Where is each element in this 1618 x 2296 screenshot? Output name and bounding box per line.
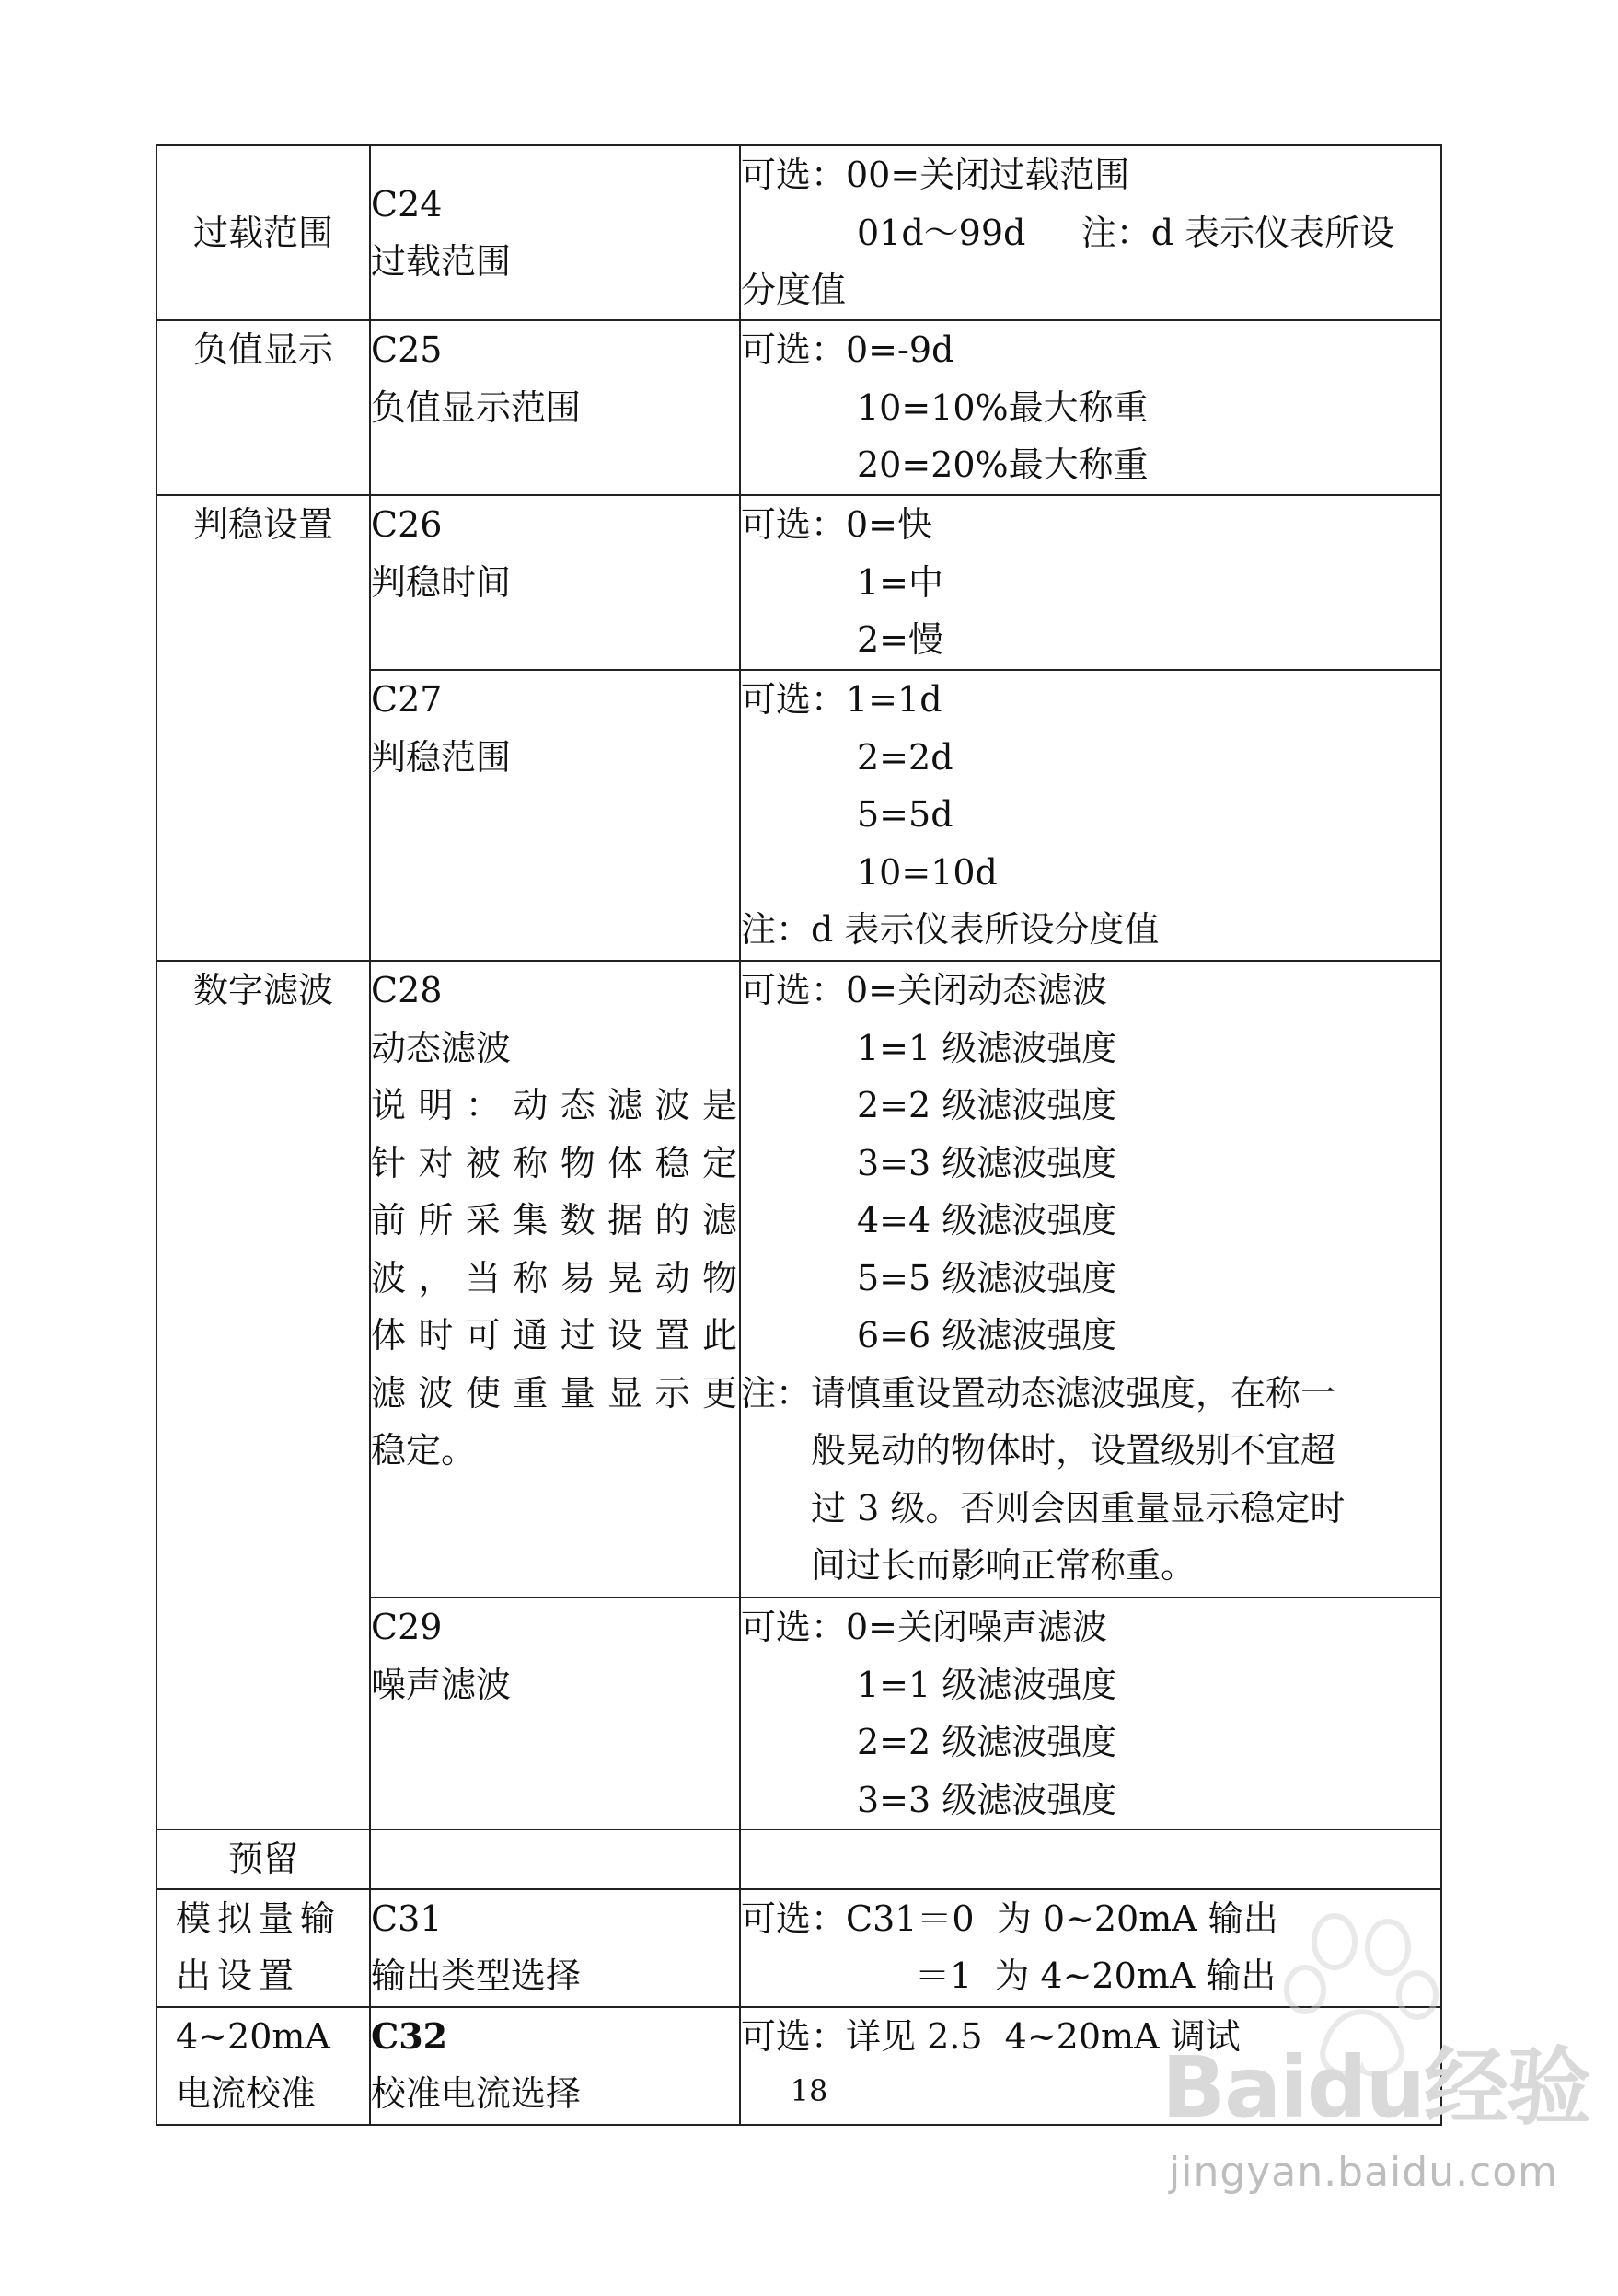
options-cell <box>740 1829 1441 1889</box>
parameter-code: C27 <box>371 679 443 720</box>
table-row <box>156 145 1441 320</box>
parameter-cell <box>370 495 740 670</box>
option-line: 可选：1=1d <box>741 679 942 720</box>
option-line: 2=2 级滤波强度 <box>857 1722 1117 1762</box>
option-line: 可选：详见 2.5 4~20mA 调试 <box>741 2015 1241 2057</box>
table-row <box>156 320 1441 495</box>
description-line: 稳定。 <box>371 1430 477 1471</box>
option-note: 注：d 表示仪表所设分度值 <box>741 909 1160 950</box>
parameter-name: 动态滤波 <box>371 1027 512 1068</box>
category-cell <box>156 145 370 320</box>
option-line: 可选：0=-9d <box>741 329 954 370</box>
note-body <box>811 1365 1440 1595</box>
option-line: 10=10%最大称重 <box>857 387 1149 428</box>
parameter-code: C24 <box>371 183 443 225</box>
category-cell <box>156 495 370 961</box>
parameter-code: C32 <box>371 2014 448 2057</box>
parameter-name: 负值显示范围 <box>371 387 582 428</box>
category-label: 4~20mA <box>176 2015 330 2057</box>
table-row <box>156 495 1441 670</box>
watermark-brand: Baidu经验 <box>1161 2038 1590 2137</box>
description-line: 波，当称易晃动物 <box>371 1257 739 1298</box>
options-cell <box>740 961 1441 1598</box>
option-line: 01d～99d 注：d 表示仪表所设 <box>857 212 1395 253</box>
option-line: 5=5d <box>857 794 953 835</box>
parameter-name: 输出类型选择 <box>371 1956 582 1996</box>
category-label: 预留 <box>227 1839 298 1879</box>
page-number: 18 <box>790 2073 828 2108</box>
option-line: 1=1 级滤波强度 <box>857 1664 1117 1705</box>
option-line: 3=3 级滤波强度 <box>857 1779 1117 1820</box>
option-line: ＝1 为 4~20mA 输出 <box>915 1956 1277 1996</box>
parameter-cell <box>370 961 740 1598</box>
option-line: 可选：0=快 <box>741 504 933 545</box>
description-line: 针对被称物体稳定 <box>371 1142 739 1183</box>
category-label: 负值显示 <box>192 329 333 370</box>
description-line: 前所采集数据的滤 <box>371 1200 739 1240</box>
options-cell <box>740 1598 1441 1829</box>
option-line: 可选：0=关闭噪声滤波 <box>741 1607 1108 1647</box>
parameter-code: C29 <box>371 1607 443 1647</box>
category-label: 数字滤波 <box>192 970 333 1010</box>
watermark-url: jingyan.baidu.com <box>1169 2149 1559 2196</box>
parameter-name: 判稳时间 <box>371 561 512 603</box>
table-row <box>156 961 1441 1598</box>
option-line: 1=中 <box>857 561 944 603</box>
description-line: 说明：动态滤波是 <box>371 1085 739 1125</box>
option-line: 3=3 级滤波强度 <box>857 1142 1117 1183</box>
description-line: 滤波使重量显示更 <box>371 1372 739 1413</box>
parameter-cell <box>370 1889 740 2007</box>
parameter-code: C25 <box>371 329 443 370</box>
options-cell <box>740 495 1441 670</box>
parameter-cell <box>370 1829 740 1889</box>
option-line: 可选：0=关闭动态滤波 <box>741 970 1108 1010</box>
option-line: 分度值 <box>741 270 847 310</box>
option-line: 6=6 级滤波强度 <box>857 1315 1117 1356</box>
note-line: 间过长而影响正常称重。 <box>811 1545 1196 1586</box>
parameter-cell <box>370 145 740 320</box>
category-label: 电流校准 <box>176 2073 317 2114</box>
option-line: 2=慢 <box>857 619 944 660</box>
category-cell <box>156 961 370 1829</box>
option-line: 4=4 级滤波强度 <box>857 1200 1117 1240</box>
parameter-code: C31 <box>371 1898 443 1939</box>
option-line: 1=1 级滤波强度 <box>857 1027 1117 1068</box>
parameter-code: C26 <box>371 504 443 545</box>
option-line: 5=5 级滤波强度 <box>857 1257 1117 1298</box>
category-cell <box>156 1829 370 1889</box>
note-label: 注： <box>741 1372 812 1413</box>
parameter-name: 过载范围 <box>371 241 512 282</box>
parameter-table <box>156 144 1442 2126</box>
description-line: 体时可通过设置此 <box>371 1315 739 1356</box>
parameter-name: 噪声滤波 <box>371 1664 512 1705</box>
category-label: 出设置 <box>176 1956 301 1996</box>
category-label: 过载范围 <box>192 212 333 253</box>
parameter-name: 校准电流选择 <box>371 2073 582 2114</box>
options-cell <box>740 145 1441 320</box>
option-line: 2=2 级滤波强度 <box>857 1085 1117 1125</box>
option-note <box>741 1365 1440 1595</box>
parameter-code: C28 <box>371 970 443 1010</box>
parameter-cell <box>370 1598 740 1829</box>
option-line: 10=10d <box>857 851 998 893</box>
note-line: 般晃动的物体时，设置级别不宜超 <box>811 1430 1336 1471</box>
parameter-name: 判稳范围 <box>371 736 512 778</box>
parameter-cell <box>370 320 740 495</box>
option-line: 可选：00=关闭过载范围 <box>741 155 1130 195</box>
category-cell <box>156 1889 370 2007</box>
options-cell <box>740 670 1441 961</box>
parameter-cell <box>370 670 740 961</box>
note-line: 请慎重设置动态滤波强度，在称一 <box>811 1372 1336 1413</box>
table-row <box>156 1829 1441 1889</box>
note-line: 过 3 级。否则会因重量显示稳定时 <box>811 1487 1346 1529</box>
option-line: 20=20%最大称重 <box>857 444 1149 485</box>
category-label: 判稳设置 <box>192 504 333 545</box>
option-line: 可选：C31＝0 为 0~20mA 输出 <box>741 1898 1278 1939</box>
options-cell <box>740 320 1441 495</box>
category-cell <box>156 320 370 495</box>
category-label: 模拟量输 <box>176 1898 342 1939</box>
option-line: 2=2d <box>857 736 953 778</box>
